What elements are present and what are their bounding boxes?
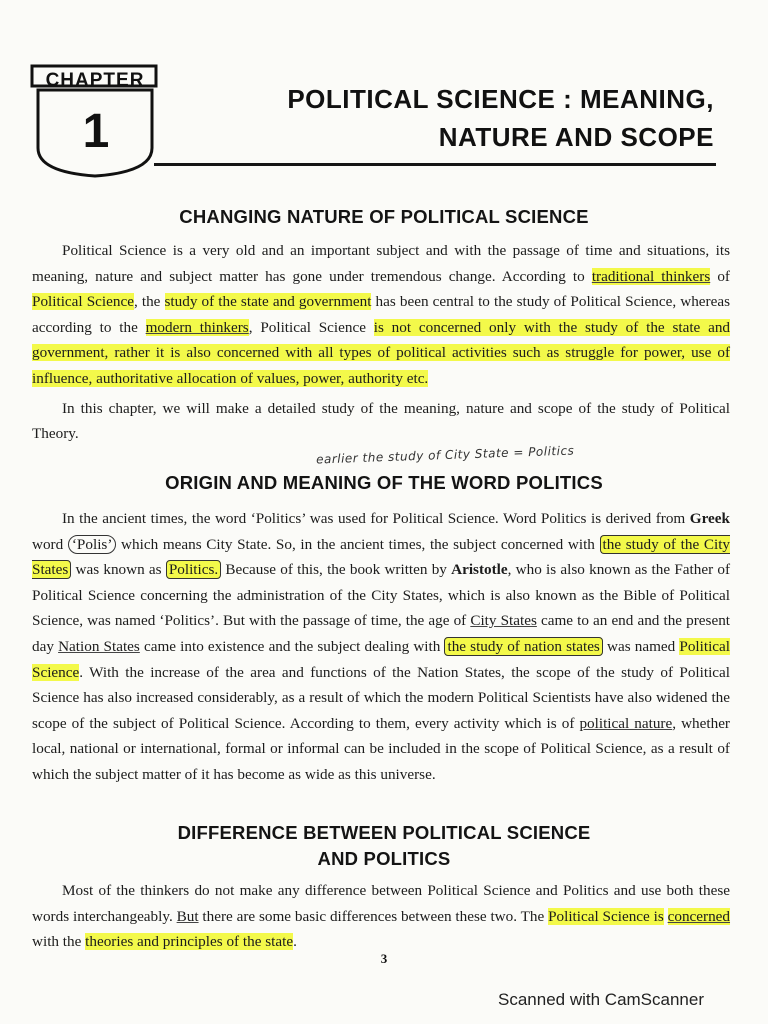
paragraph: In this chapter, we will make a detailed study of the meaning, nature and scope of the study of Political Theory. [32,399,730,443]
paragraph: In the ancient times, the word ‘Politics’ was used for Political Science. Word Politics is derived from Greek word ‘Polis’ which means City State. So, in the ancient times, the subject concerned with the study of the City States was known as Politics. Because of this, the book written by Aristotle, who is also known as the Father of Political Science concerning the administration of the City States, which is also known as the Bible of Political Science, was named ‘Politics’. But with the passage of time, the age of City States came to an end and the present day Nation States came into existence and the subject dealing with the study of nation states was named Political Science. With the increase of the area and functions of the Nation States, the scope of the study of Political Science has also increased considerably, as a result of which the modern Political Scientists have also widened the scope of the subject of Political Science. According to them, every activity which is of political nature, whether local, national or international, formal or informal can be included in the scope of Political Science, as a result of which the subject matter of it has become as wide as this universe. [32,510,731,783]
section-heading-difference-line2: AND POLITICS [317,848,451,869]
handwritten-note: earlier the study of City State = Politics [315,443,575,467]
scanner-watermark: Scanned with CamScanner [498,990,705,1009]
section-heading-difference-line1: DIFFERENCE BETWEEN POLITICAL SCIENCE [177,822,591,843]
section-heading-changing-nature: CHANGING NATURE OF POLITICAL SCIENCE [179,206,589,227]
section1-body [32,238,730,447]
chapter-badge [28,62,162,180]
chapter-label: CHAPTER [45,70,145,91]
paragraph: Most of the thinkers do not make any difference between Political Science and Politics and use both these words interchangeably. But there are some basic differences between these two. The Political Science is concerned with the theories and principles of the state. [32,882,731,951]
section3-body [32,878,730,955]
section2-body [32,506,730,788]
paragraph: Political Science is a very old and an important subject and with the passage of time and situations, its meaning, nature and subject matter has gone under tremendous change. According to traditional thinkers of Political Science, the study of the state and government has been central to the study of Political Science, whereas according to the modern thinkers, Political Science is not concerned only with the study of the state and government, rather it is also concerned with all types of political activities such as struggle for power, use of influence, authoritative allocation of values, power, authority etc. [32,242,731,387]
section-heading-origin: ORIGIN AND MEANING OF THE WORD POLITICS [165,472,603,493]
chapter-number: 1 [82,105,110,158]
chapter-title-line2: NATURE AND SCOPE [438,122,714,152]
chapter-title [287,80,714,156]
title-rule [154,163,716,166]
chapter-title-line1: POLITICAL SCIENCE : MEANING, [287,84,714,114]
page-number: 3 [380,951,388,966]
